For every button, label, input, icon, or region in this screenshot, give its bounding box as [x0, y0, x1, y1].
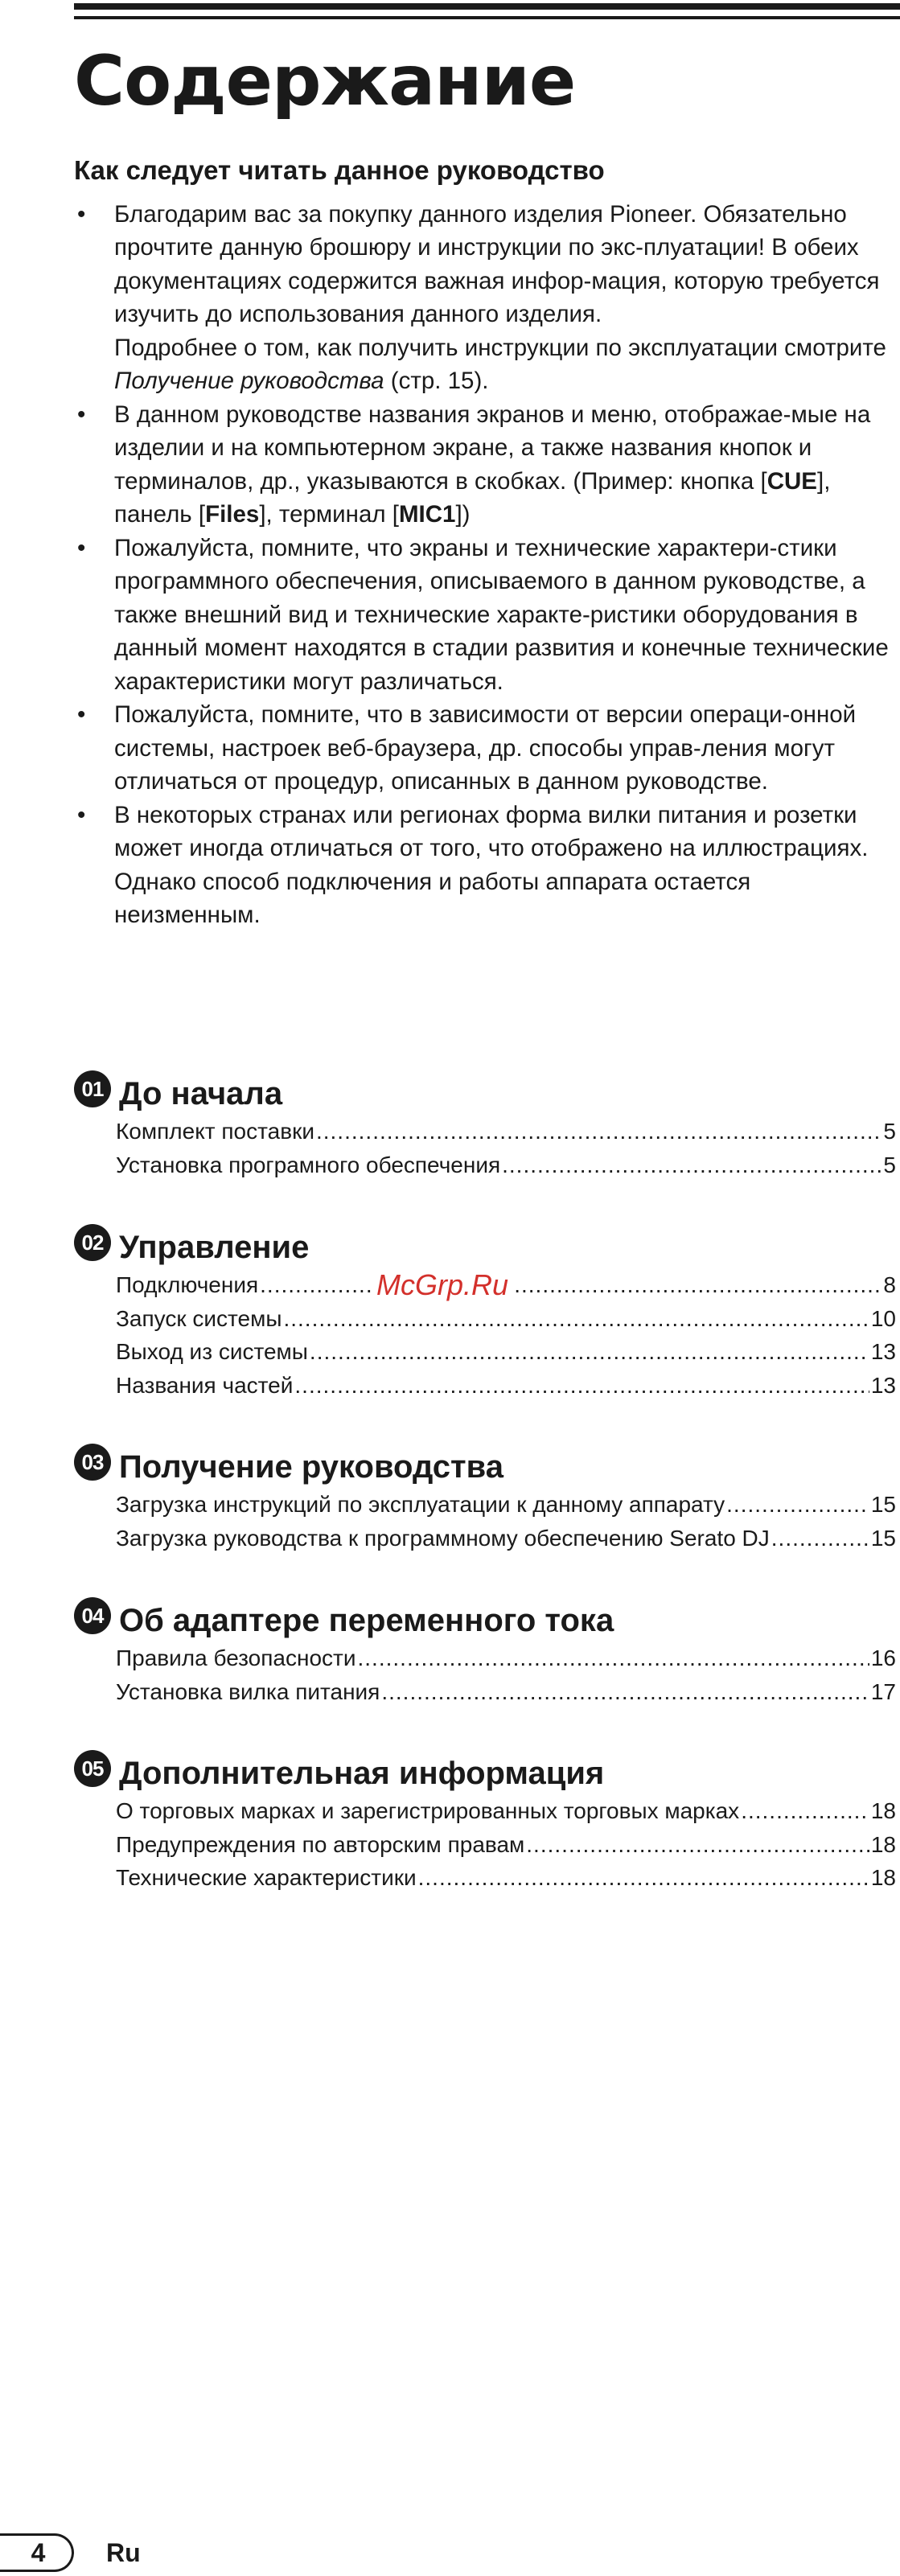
toc-entry-text: Выход из системы — [116, 1339, 308, 1364]
header-rules — [74, 3, 900, 19]
toc-page-number: 15 — [870, 1525, 896, 1551]
toc-section-03 — [74, 1441, 896, 1555]
section-number-badge: 05 — [74, 1750, 111, 1787]
section-number-badge: 01 — [74, 1070, 111, 1107]
intro-heading: Как следует читать данное руководство — [74, 155, 605, 185]
section-number-badge: 02 — [74, 1224, 111, 1261]
dot-leader — [526, 1828, 869, 1862]
toc-list — [116, 1115, 896, 1181]
dot-leader — [316, 1115, 882, 1148]
header-rule-thin — [74, 16, 900, 19]
toc-entry-text: Подключения — [116, 1272, 259, 1297]
dot-leader — [418, 1861, 869, 1895]
section-title[interactable]: Об адаптере переменного тока — [119, 1603, 614, 1638]
toc-page-number: 13 — [870, 1339, 896, 1364]
toc-entry[interactable] — [116, 1675, 896, 1709]
toc-section-04 — [74, 1595, 896, 1708]
keyword-cue: CUE — [766, 467, 817, 495]
toc-entry[interactable] — [116, 1828, 896, 1862]
toc-entry-text: Предупреждения по авторским правам — [116, 1831, 525, 1857]
toc-entry[interactable] — [116, 1115, 896, 1148]
toc-entry-text: Правила безопасности — [116, 1645, 356, 1670]
header-rule-thick — [74, 3, 900, 10]
toc-section-02 — [74, 1222, 896, 1402]
language-code: Ru — [106, 2537, 141, 2567]
toc-entry-text: Загрузка инструкций по эксплуатации к данному аппарату — [116, 1492, 725, 1517]
toc-entry[interactable] — [116, 1302, 896, 1336]
toc-page-number: 16 — [870, 1645, 896, 1670]
bullet-text-part: ], панель [ — [114, 467, 831, 528]
section-number-badge: 04 — [74, 1597, 111, 1634]
toc-entry-text: Технические характеристики — [116, 1865, 417, 1890]
toc-entry-text: Загрузка руководства к программному обеспечению Serato DJ — [116, 1525, 770, 1551]
bullet-item: • Пожалуйста, помните, что экраны и технические характери-стики программного обеспечения, описываемого в данном руководстве, а также внешний вид и технические характе-ристики оборудования в данный момент находятся в стадии развития и конечные технические характеристики могут различаться. — [74, 532, 894, 699]
toc-page-number: 15 — [870, 1492, 896, 1517]
keyword-mic1: MIC1 — [398, 501, 456, 528]
toc-entry[interactable] — [116, 1488, 896, 1522]
toc-entry[interactable] — [116, 1641, 896, 1675]
bullet-text-part: В данном руководстве названия экранов и меню, отображае-мые на изделии и на компьютерном экране, а также названия кнопок и терминалов, др., указываются в скобках. (Пример: кнопка [ — [114, 401, 871, 495]
toc-page-number: 10 — [870, 1305, 896, 1331]
toc-page-number: 18 — [870, 1798, 896, 1823]
toc-list — [116, 1794, 896, 1895]
bullet-text-part: ], терминал [ — [259, 501, 399, 528]
bullet-text-part: (стр. 15). — [384, 368, 489, 395]
bullet-text-part: ]) — [455, 501, 471, 528]
toc-entry-text: О торговых марках и зарегистрированных торговых марках — [116, 1798, 740, 1823]
toc-entry-text: Комплект поставки — [116, 1119, 314, 1144]
dot-leader — [771, 1522, 869, 1555]
dot-leader — [260, 1268, 882, 1302]
dot-leader — [381, 1675, 869, 1709]
dot-leader — [502, 1148, 882, 1182]
toc-entry-text: Запуск системы — [116, 1305, 282, 1331]
manual-reference-link[interactable]: Получение руководства — [114, 368, 384, 395]
toc-list — [116, 1641, 896, 1708]
dot-leader — [357, 1641, 869, 1675]
page-title: Содержание — [74, 41, 576, 121]
bullet-text-continued — [114, 331, 894, 398]
section-header — [74, 1748, 896, 1789]
dot-leader — [283, 1302, 869, 1336]
section-title[interactable]: Управление — [119, 1230, 310, 1265]
keyword-files: Files — [205, 501, 260, 528]
toc-page-number: 5 — [883, 1119, 896, 1144]
section-title[interactable]: До начала — [119, 1076, 283, 1111]
toc-entry[interactable] — [116, 1369, 896, 1403]
toc-entry-text: Названия частей — [116, 1372, 294, 1398]
toc-page-number: 18 — [870, 1831, 896, 1857]
section-title[interactable]: Дополнительная информация — [119, 1756, 605, 1791]
section-header — [74, 1068, 896, 1110]
bullet-item: • Пожалуйста, помните, что в зависимости от версии операци-онной системы, настроек веб-браузера, др. способы управ-ления могут отличаться от процедур, описанных в данном руководстве. — [74, 698, 894, 799]
toc-section-01 — [74, 1068, 896, 1181]
toc-section-05 — [74, 1748, 896, 1895]
toc-entry[interactable] — [116, 1148, 896, 1182]
intro-bullets — [74, 198, 894, 932]
section-title[interactable]: Получение руководства — [119, 1449, 503, 1485]
toc-entry[interactable] — [116, 1861, 896, 1895]
page-footer — [0, 2533, 141, 2572]
toc-entry-text: Установка програмного обеспечения — [116, 1152, 501, 1177]
section-number-badge: 03 — [74, 1444, 111, 1481]
section-header — [74, 1441, 896, 1483]
toc-entry-text: Установка вилка питания — [116, 1678, 380, 1704]
bullet-item — [74, 398, 894, 532]
toc-entry[interactable] — [116, 1794, 896, 1828]
toc-list — [116, 1488, 896, 1555]
bullet-item: • В некоторых странах или регионах форма вилки питания и розетки может иногда отличаться от того, что отображено на иллюстрациях. Однако способ подключения и работы аппарата остается неизменным. — [74, 799, 894, 932]
toc-entry[interactable] — [116, 1522, 896, 1555]
bullet-item — [74, 198, 894, 398]
dot-leader — [726, 1488, 869, 1522]
section-header — [74, 1595, 896, 1637]
page-number-tab: 4 — [0, 2533, 74, 2572]
toc-page-number: 13 — [870, 1372, 896, 1398]
toc-page-number: 5 — [883, 1152, 896, 1177]
toc-page-number: 18 — [870, 1865, 896, 1890]
dot-leader — [741, 1794, 869, 1828]
section-header — [74, 1222, 896, 1263]
watermark: McGrp.Ru — [372, 1267, 513, 1302]
toc-page-number: 8 — [883, 1272, 896, 1297]
dot-leader — [294, 1369, 869, 1403]
toc-page-number: 17 — [870, 1678, 896, 1704]
toc-entry[interactable] — [116, 1335, 896, 1369]
intro-block — [74, 154, 894, 932]
bullet-text-part: Подробнее о том, как получить инструкции по эксплуатации смотрите — [114, 334, 886, 361]
bullet-text: • Благодарим вас за покупку данного изделия Pioneer. Обязательно прочтите данную брошюру и инструкции по экс-плуатации! В обеих документациях содержится важная инфор-мация, которую требуется изучить до использования данного изделия. — [114, 200, 880, 328]
dot-leader — [310, 1335, 869, 1369]
